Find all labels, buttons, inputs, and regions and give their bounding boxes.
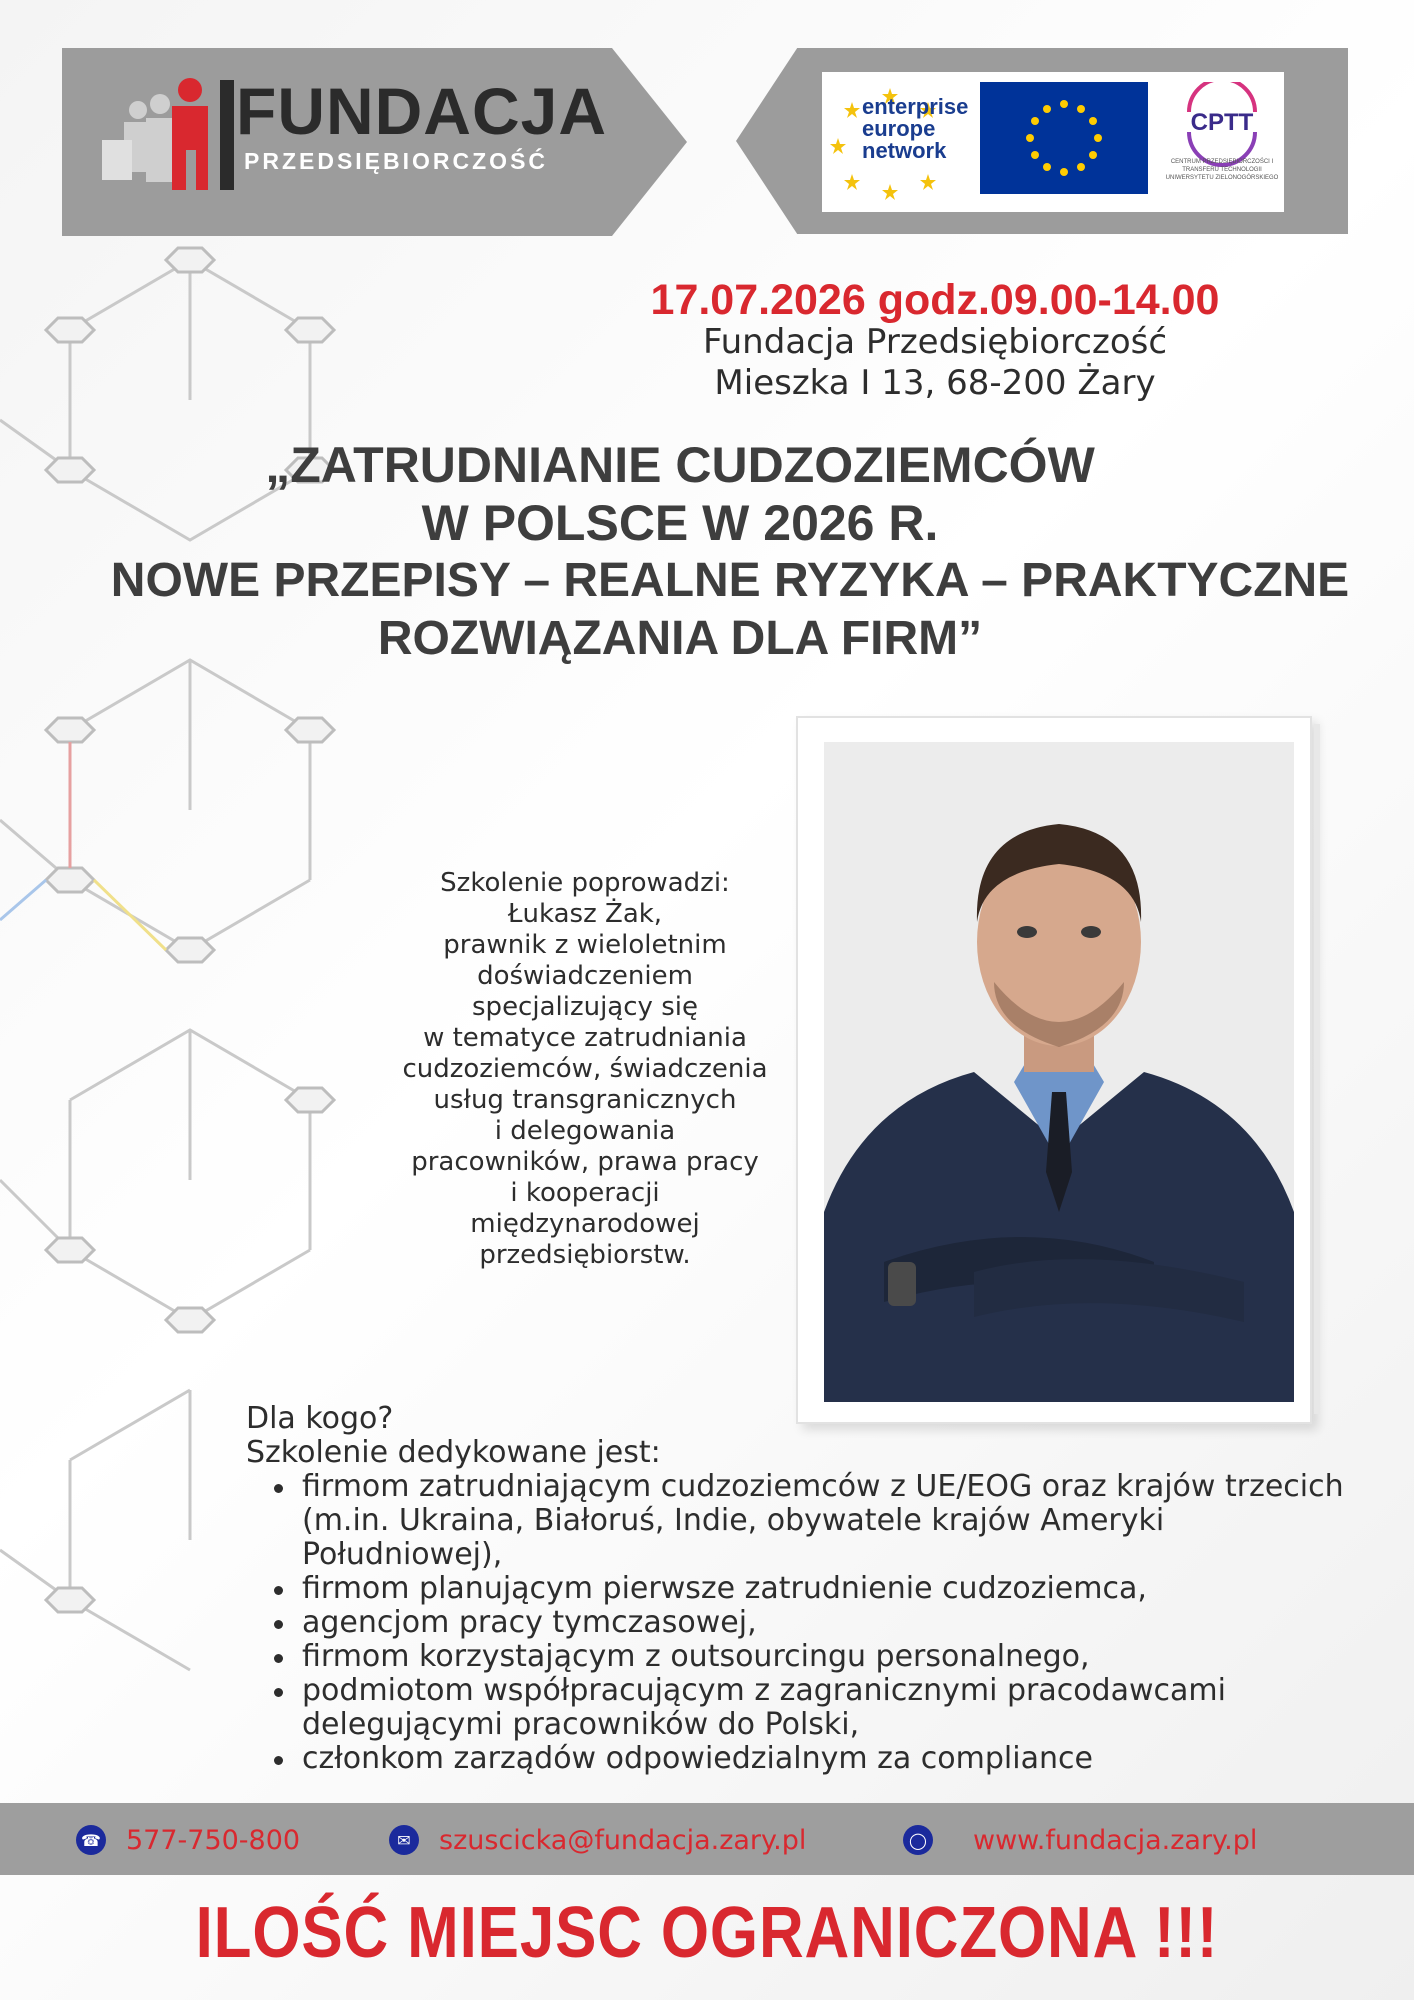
trainer-line: Łukasz Żak,	[507, 899, 663, 929]
audience-item: firmom planującym pierwsze zatrudnienie cudzoziemca,	[268, 1572, 1366, 1606]
event-address: Mieszka I 13, 68-200 Żary	[714, 363, 1156, 403]
audience-heading: Dla kogo?	[246, 1401, 394, 1436]
trainer-line: i delegowania	[494, 1116, 676, 1146]
title-line-1: „ZATRUDNIANIE CUDZOZIEMCÓW	[265, 437, 1095, 493]
trainer-bio	[370, 868, 800, 1271]
cptt-logo-icon	[1167, 82, 1277, 200]
title-line-3: NOWE PRZEPISY – REALNE RYZYKA – PRAKTYCZNE	[110, 554, 1350, 607]
trainer-line: i kooperacji	[510, 1178, 660, 1208]
trainer-photo-frame	[796, 716, 1312, 1424]
trainer-line: specjalizujący się	[472, 992, 698, 1022]
trainer-line: w tematyce zatrudniania	[423, 1023, 747, 1053]
audience-section	[246, 1402, 1366, 1776]
cptt-logo-text: CPTT	[1190, 109, 1254, 136]
title-line-4: ROZWIĄZANIA DLA FIRM”	[377, 612, 983, 665]
audience-item: podmiotom współpracującym z zagranicznymi pracodawcami delegującymi pracowników do Polski,	[268, 1674, 1366, 1742]
logo-wordmark: FUNDACJA	[236, 74, 607, 148]
een-logo-text: enterprise europe network	[862, 94, 969, 163]
audience-item: agencjom pracy tymczasowej,	[268, 1606, 1366, 1640]
audience-item: członkom zarządów odpowiedzialnym za compliance	[268, 1742, 1366, 1776]
website-link[interactable]: www.fundacja.zary.pl	[973, 1824, 1258, 1856]
trainer-line: doświadczeniem	[477, 961, 693, 991]
partner-logos	[822, 72, 1284, 212]
trainer-line: prawnik z wieloletnim	[443, 930, 727, 960]
title-line-2: W POLSCE W 2026 R.	[421, 495, 939, 551]
trainer-line: cudzoziemców, świadczenia	[402, 1054, 768, 1084]
limited-seats-banner: ILOŚĆ MIEJSC OGRANICZONA !!!	[195, 1893, 1219, 1973]
training-title	[60, 436, 1400, 668]
trainer-photo	[824, 742, 1294, 1402]
globe-icon: ◯	[903, 1825, 933, 1855]
phone-number[interactable]: 577-750-800	[126, 1824, 301, 1856]
trainer-line: Szkolenie poprowadzi:	[440, 868, 730, 898]
audience-list	[268, 1470, 1366, 1776]
audience-intro: Szkolenie dedykowane jest:	[246, 1435, 661, 1470]
event-place: Fundacja Przedsiębiorczość	[702, 322, 1168, 362]
mail-icon: ✉	[389, 1825, 419, 1855]
phone-icon: ☎	[76, 1825, 106, 1855]
contact-email[interactable]	[389, 1823, 806, 1857]
event-date: 17.07.2026 godz.09.00-14.00	[650, 276, 1220, 324]
eu-flag-icon	[980, 82, 1148, 194]
logo-subtitle: PRZEDSIĘBIORCZOŚĆ	[244, 148, 549, 174]
email-link[interactable]: szuscicka@fundacja.zary.pl	[439, 1824, 807, 1856]
contact-phone[interactable]	[76, 1823, 300, 1857]
audience-item: firmom zatrudniającym cudzoziemców z UE/EOG oraz krajów trzecich (m.in. Ukraina, Białoruś, Indie, obywatele krajów Ameryki Południowej),	[268, 1470, 1366, 1572]
audience-item: firmom korzystającym z outsourcingu personalnego,	[268, 1640, 1366, 1674]
contact-bar	[0, 1803, 1414, 1875]
trainer-line: usług transgranicznych	[433, 1085, 737, 1115]
trainer-line: międzynarodowej	[470, 1209, 700, 1239]
trainer-line: pracowników, prawa pracy	[411, 1147, 759, 1177]
contact-website[interactable]	[903, 1823, 1257, 1857]
cptt-tagline: CENTRUM PRZEDSIĘBIORCZOŚCI I TRANSFERU TECHNOLOGII UNIWERSYTETU ZIELONOGÓRSKIEGO	[1165, 159, 1279, 181]
trainer-line: przedsiębiorstw.	[479, 1240, 691, 1270]
